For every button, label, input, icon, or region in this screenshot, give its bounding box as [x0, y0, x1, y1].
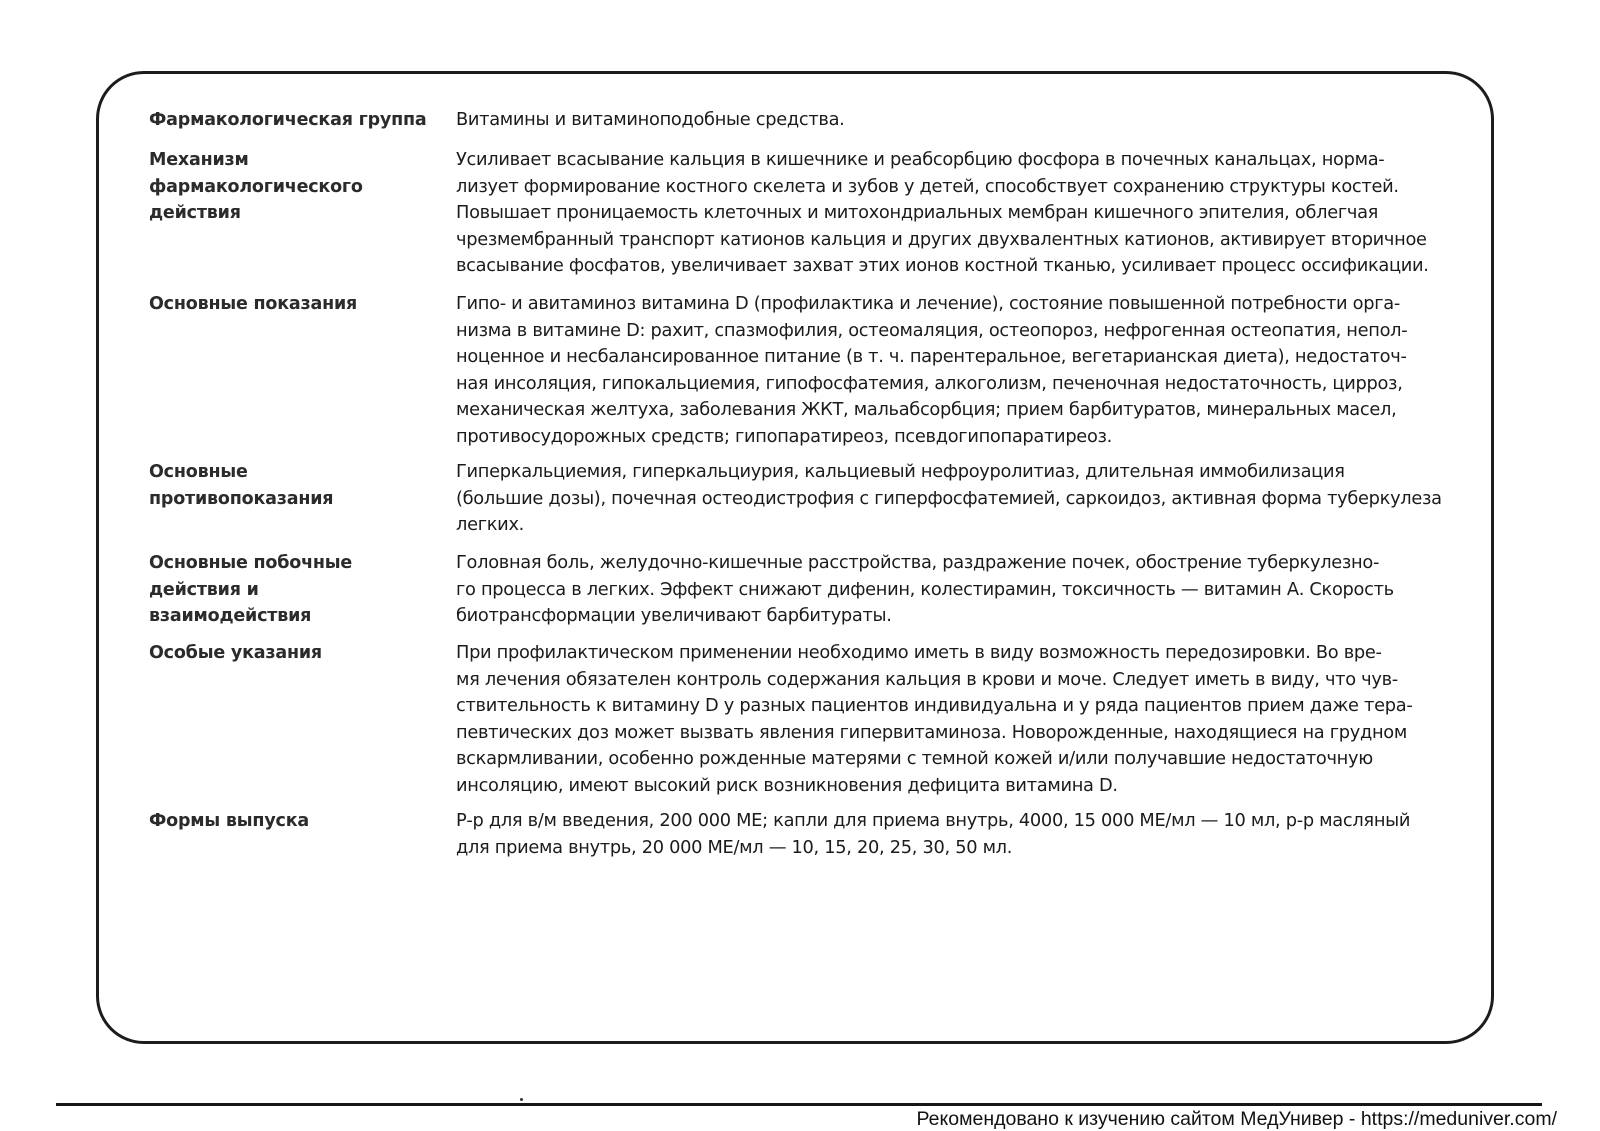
row-label: Механизм фармакологического действия [149, 150, 363, 223]
value-line: певтических доз может вызвать явления гипервитаминоза. Новорожденные, находящиеся на грудном [456, 721, 1407, 743]
value-line: При профилактическом применении необходимо иметь в виду возможность передозировки. Во вре- [456, 642, 1382, 663]
row-label: Фармакологическая группа [149, 110, 427, 130]
value-line: (большие дозы), почечная остеодистрофия с гиперфосфатемией, саркоидоз, активная форма туберкулеза [456, 487, 1442, 509]
value-line: Повышает проницаемость клеточных и митохондриальных мембран кишечного эпителия, облегчая [456, 202, 1379, 223]
value-line: всасывание фосфатов, увеличивает захват этих ионов костной тканью, усиливает процесс оссификации. [456, 255, 1429, 276]
value-line: Головная боль, желудочно-кишечные расстройства, раздражение почек, обострение туберкулезно- [456, 552, 1380, 573]
value-line: Гиперкальциемия, гиперкальциурия, кальциевый нефроуролитиаз, длительная иммобилизация [456, 461, 1345, 482]
row-label: Особые указания [149, 643, 322, 663]
value-line: Гипо- и авитаминоз витамина D (профилактика и лечение), состояние повышенной потребности орга- [456, 293, 1400, 314]
row-value [456, 291, 1416, 450]
value-line: мя лечения обязателен контроль содержания кальция в крови и моче. Следует иметь в виду, что чув- [456, 668, 1398, 690]
value-line: лизует формирование костного скелета и зубов у детей, способствует сохранению структуры костей. [456, 175, 1399, 197]
value-line: ствительность к витамину D у разных пациентов индивидуальна и у ряда пациентов прием даже тера- [456, 695, 1413, 716]
row-value [456, 147, 1429, 280]
row-label: Основные противопоказания [149, 462, 334, 509]
value-line: инсоляцию, имеют высокий риск возникновения дефицита витамина D. [456, 774, 1118, 796]
value-line: Усиливает всасывание кальция в кишечнике и реабсорбцию фосфора в почечных канальцах, норма- [456, 149, 1385, 170]
row-value [456, 808, 1416, 861]
value-line: вскармливании, особенно рожденные матерями с темной кожей и/или получавшие недостаточную [456, 748, 1373, 769]
value-line: ноценное и несбалансированное питание (в т. ч. парентеральное, вегетарианская диета), недостаточ- [456, 346, 1407, 367]
footer-recommendation: Рекомендовано к изучению сайтом МедУнивер - https://meduniver.com/ [916, 1108, 1557, 1130]
value-line: механическая желтуха, заболевания ЖКТ, мальабсорбция; прием барбитуратов, минеральных масел, [456, 399, 1397, 420]
row-value [456, 107, 1416, 134]
row-value [456, 550, 1416, 630]
value-line: низма в витамине D: рахит, спазмофилия, остеомаляция, остеопороз, нефрогенная остеопатия, непол- [456, 319, 1408, 341]
row-label: Основные побочные действия и взаимодействия [149, 553, 353, 626]
value-line: Витамины и витаминоподобные средства. [456, 109, 845, 130]
scan-speck [520, 1098, 523, 1101]
value-line: для приема внутрь, 20 000 МЕ/мл — 10, 15, 20, 25, 30, 50 мл. [456, 836, 1013, 858]
value-line: биотрансформации увеличивают барбитураты. [456, 605, 892, 626]
value-line: противосудорожных средств; гипопаратиреоз, псевдогипопаратиреоз. [456, 425, 1113, 447]
value-line: легких. [456, 514, 525, 535]
value-line: ная инсоляция, гипокальциемия, гипофосфатемия, алкоголизм, печеночная недостаточность, цирроз, [456, 372, 1403, 394]
value-line: Р-р для в/м введения, 200 000 МЕ; капли для приема внутрь, 4000, 15 000 МЕ/мл — 10 мл, р-р масляный [456, 810, 1411, 831]
value-line: го процесса в легких. Эффект снижают дифенин, колестирамин, токсичность — витамин А. Скорость [456, 578, 1394, 600]
row-value [456, 640, 1416, 799]
row-label: Формы выпуска [149, 811, 309, 831]
row-label: Основные показания [149, 294, 358, 314]
drug-info-card [96, 71, 1494, 1044]
page-bottom-rule [56, 1103, 1542, 1106]
value-line: чрезмембранный транспорт катионов кальция и других двухвалентных катионов, активирует вторичное [456, 228, 1427, 250]
row-value [456, 459, 1442, 539]
